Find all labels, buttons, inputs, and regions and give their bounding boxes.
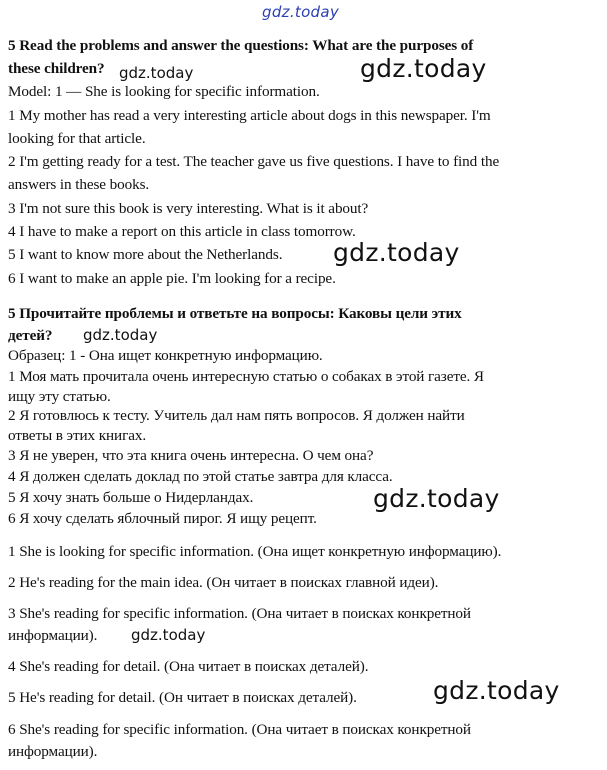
answer-line: 5 He's reading for detail. (Он читает в поисках деталей). bbox=[8, 689, 357, 706]
russian-title-line1: 5 Прочитайте проблемы и ответьте на вопросы: Каковы цели этих bbox=[8, 305, 462, 322]
russian-model: Образец: 1 - Она ищет конкретную информацию. bbox=[8, 347, 323, 364]
russian-item: 4 Я должен сделать доклад по этой статье завтра для класса. bbox=[8, 468, 393, 485]
russian-item: ответы в этих книгах. bbox=[8, 427, 147, 444]
russian-item: ищу эту статью. bbox=[8, 388, 111, 405]
russian-item: 1 Моя мать прочитала очень интересную статью о собаках в этой газете. Я bbox=[8, 368, 484, 385]
watermark: gdz.today bbox=[373, 484, 500, 513]
russian-item: 3 Я не уверен, что эта книга очень интересна. О чем она? bbox=[8, 447, 374, 464]
watermark: gdz.today bbox=[433, 676, 560, 705]
russian-item: 2 Я готовлюсь к тесту. Учитель дал нам пять вопросов. Я должен найти bbox=[8, 407, 465, 424]
russian-item: 6 Я хочу сделать яблочный пирог. Я ищу рецепт. bbox=[8, 510, 317, 527]
english-item: 6 I want to make an apple pie. I'm looking for a recipe. bbox=[8, 270, 336, 287]
watermark: gdz.today bbox=[119, 64, 194, 82]
watermark: gdz.today bbox=[131, 626, 206, 644]
russian-title-line2: детей? bbox=[8, 327, 53, 344]
english-item: 2 I'm getting ready for a test. The teacher gave us five questions. I have to find the bbox=[8, 153, 500, 170]
answer-line: 2 He's reading for the main idea. (Он читает в поисках главной идеи). bbox=[8, 574, 439, 591]
english-title-line1: 5 Read the problems and answer the questions: What are the purposes of bbox=[8, 37, 474, 54]
answer-line: 3 She's reading for specific information. (Она читает в поисках конкретной bbox=[8, 605, 471, 622]
watermark: gdz.today bbox=[83, 326, 158, 344]
english-title-line2: these children? bbox=[8, 60, 105, 77]
answer-line: 4 She's reading for detail. (Она читает в поисках деталей). bbox=[8, 658, 369, 675]
answer-line: информации). bbox=[8, 743, 98, 760]
answer-line: 1 She is looking for specific information. (Она ищет конкретную информацию). bbox=[8, 543, 502, 560]
english-model: Model: 1 — She is looking for specific information. bbox=[8, 83, 320, 100]
english-item: answers in these books. bbox=[8, 176, 150, 193]
english-item: looking for that article. bbox=[8, 130, 146, 147]
watermark: gdz.today bbox=[333, 238, 460, 267]
watermark-top: gdz.today bbox=[262, 3, 340, 21]
answer-line: информации). bbox=[8, 627, 98, 644]
watermark: gdz.today bbox=[360, 54, 487, 83]
english-item: 4 I have to make a report on this article in class tomorrow. bbox=[8, 223, 356, 240]
russian-item: 5 Я хочу знать больше о Нидерландах. bbox=[8, 489, 254, 506]
english-item: 5 I want to know more about the Netherlands. bbox=[8, 246, 283, 263]
answer-line: 6 She's reading for specific information. (Она читает в поисках конкретной bbox=[8, 721, 471, 738]
english-item: 1 My mother has read a very interesting article about dogs in this newspaper. I'm bbox=[8, 107, 491, 124]
english-item: 3 I'm not sure this book is very interesting. What is it about? bbox=[8, 200, 369, 217]
